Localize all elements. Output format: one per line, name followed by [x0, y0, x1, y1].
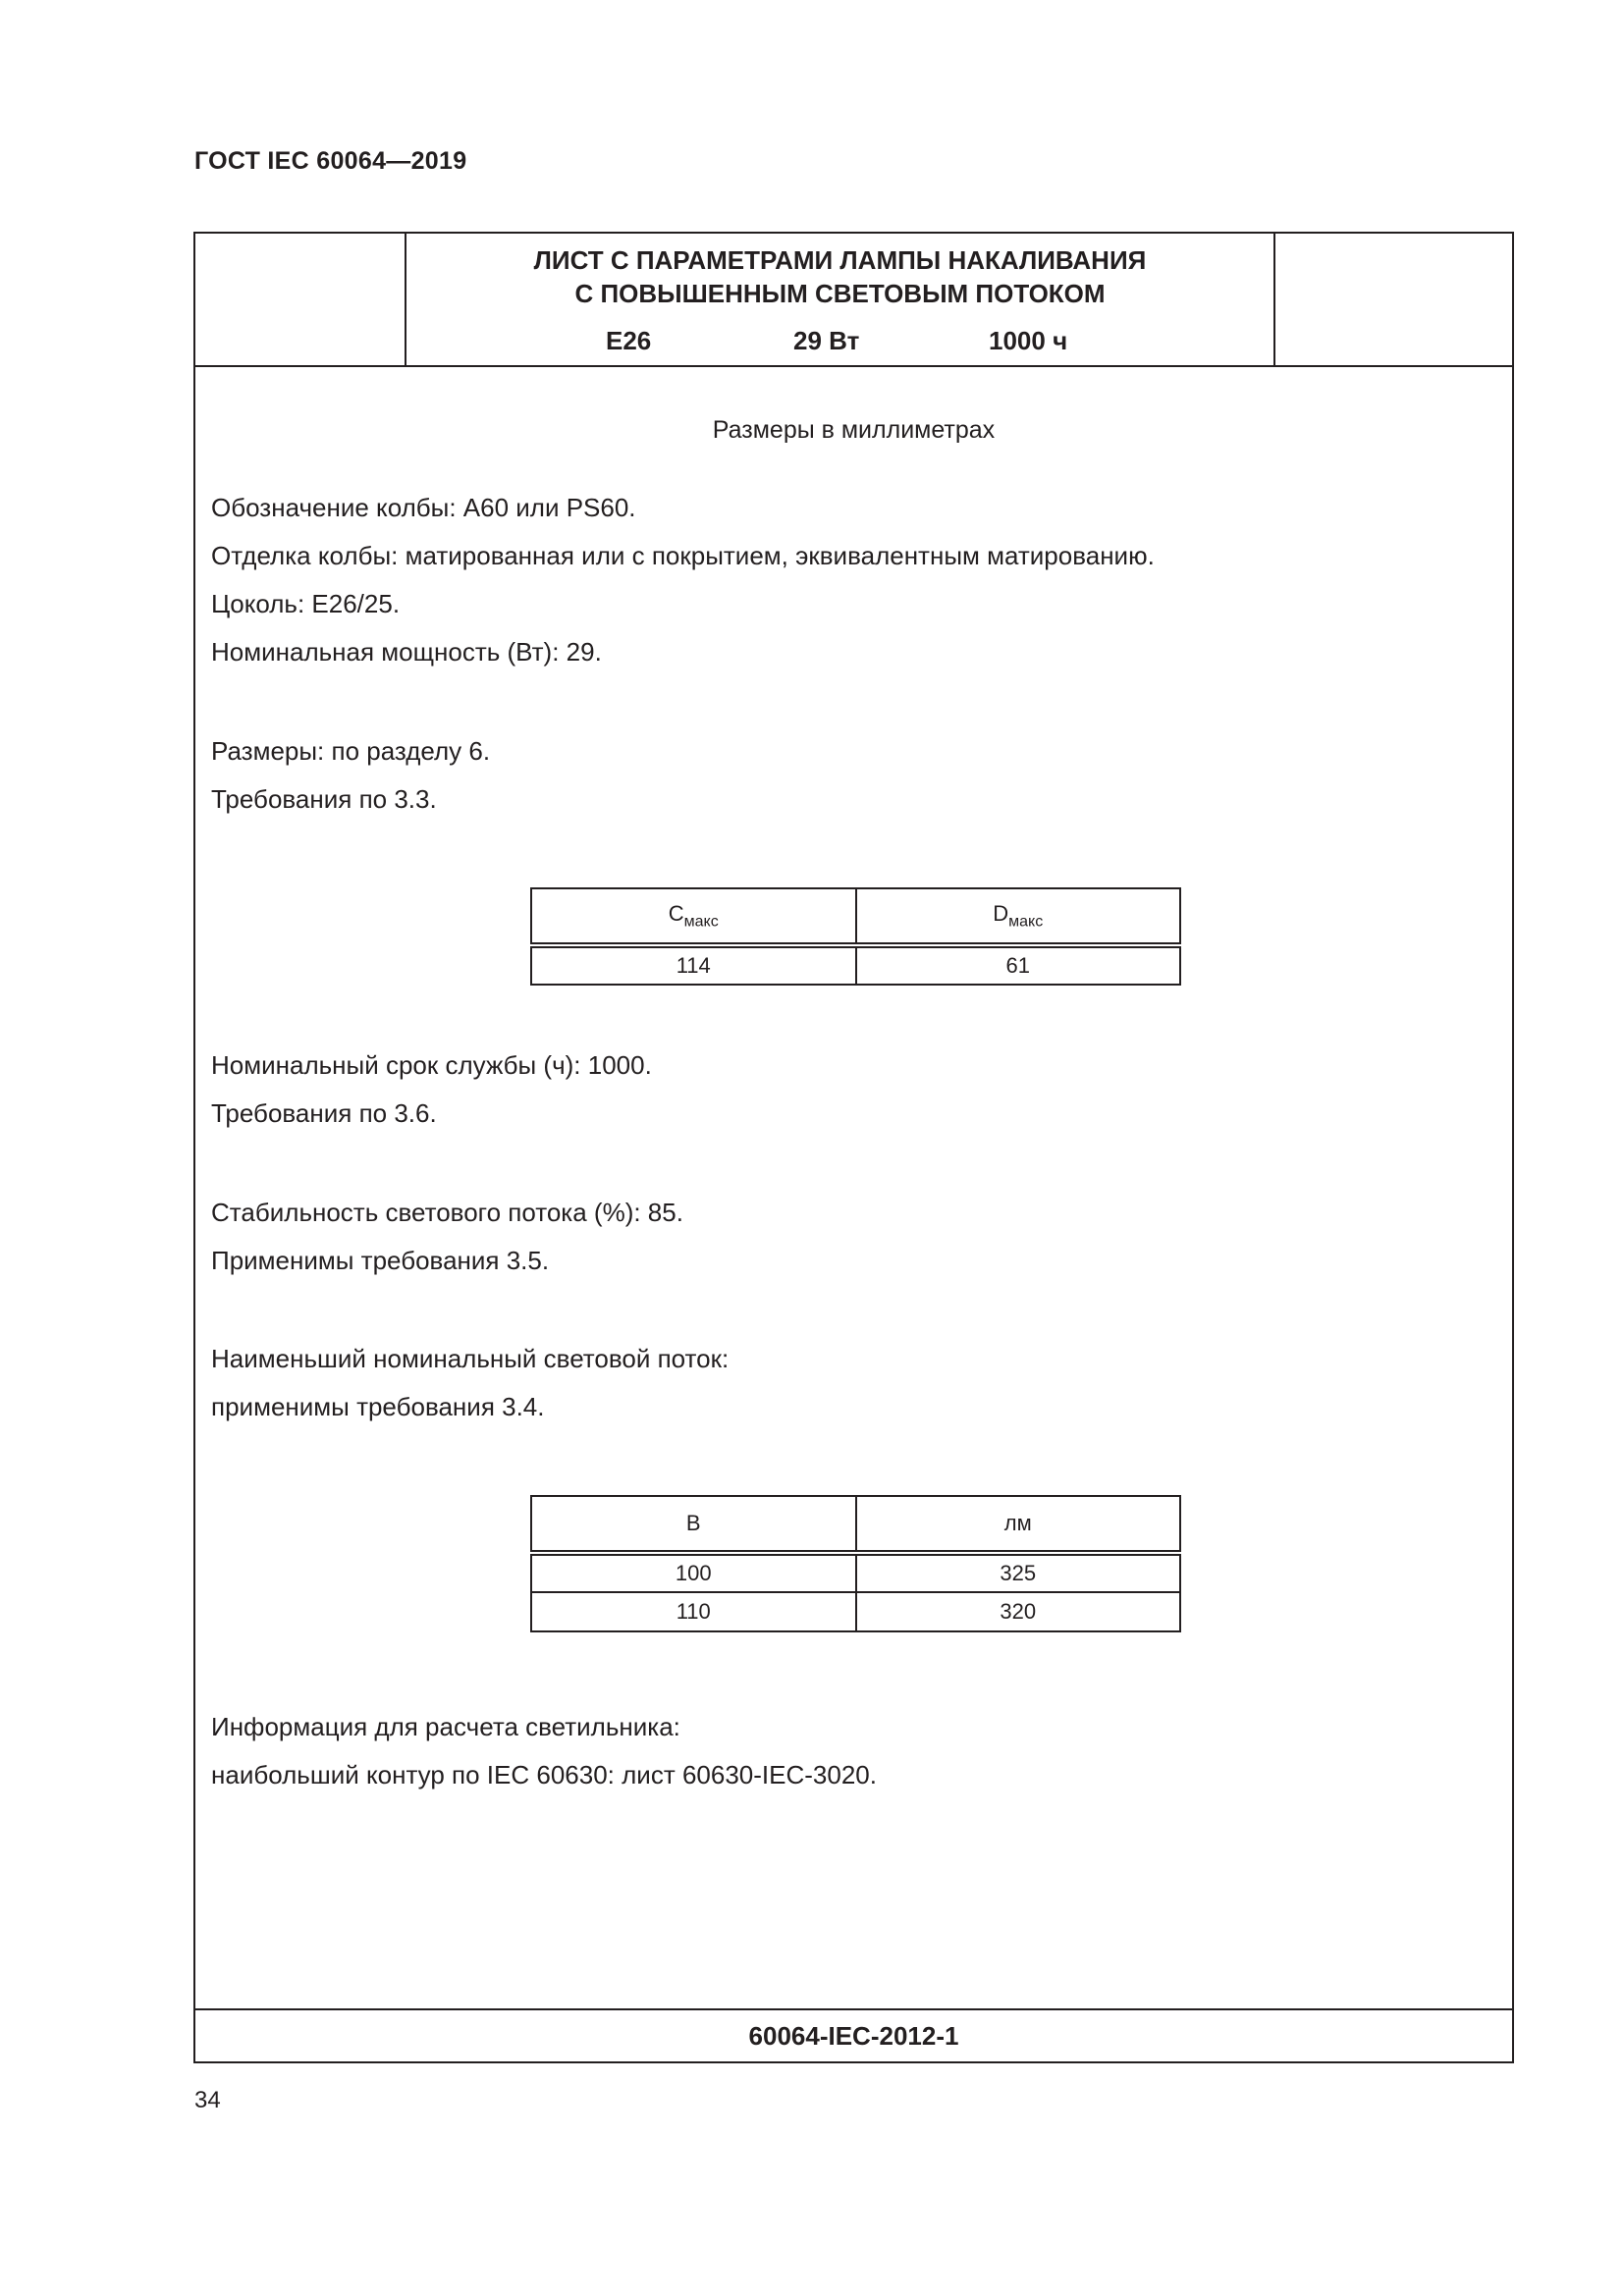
- lumen-maintenance: Стабильность светового потока (%): 85.: [211, 1198, 683, 1227]
- sheet-title-line-2: С ПОВЫШЕННЫМ СВЕТОВЫМ ПОТОКОМ: [574, 279, 1106, 308]
- table-row: [531, 945, 1180, 985]
- rated-life: Номинальный срок службы (ч): 1000.: [211, 1050, 652, 1080]
- bulb-finish: Отделка колбы: матированная или с покрытием, эквивалентным матированию.: [211, 541, 1155, 570]
- c-max-value: 114: [531, 945, 856, 985]
- table-header-row: [531, 1496, 1180, 1553]
- header-left-cell: [195, 234, 406, 365]
- sheet-title-line-1: ЛИСТ С ПАРАМЕТРАМИ ЛАМПЫ НАКАЛИВАНИЯ: [533, 245, 1147, 275]
- table-row: [531, 1592, 1180, 1631]
- col-lumens: лм: [856, 1496, 1181, 1553]
- max-contour: наибольший контур по IEC 60630: лист 60630-IEC-3020.: [211, 1760, 877, 1789]
- header-right-cell: [1273, 234, 1512, 365]
- sheet-header: [195, 234, 1512, 367]
- header-base: E26: [606, 326, 652, 355]
- d-max-value: 61: [856, 945, 1181, 985]
- rated-wattage: Номинальная мощность (Вт): 29.: [211, 637, 602, 667]
- sheet-title: [406, 243, 1273, 310]
- col-d-max: $D_{макс}$: [856, 888, 1181, 945]
- col-voltage: В: [531, 1496, 856, 1553]
- sheet-footer-code: 60064-IEC-2012-1: [195, 2008, 1512, 2061]
- cap-type: Цоколь: E26/25.: [211, 589, 401, 618]
- flux-table: [530, 1495, 1181, 1632]
- voltage-value: 100: [531, 1553, 856, 1592]
- requirements-3-5: Применимы требования 3.5.: [211, 1246, 550, 1275]
- table-header-row: [531, 888, 1180, 945]
- page-number: 34: [194, 2087, 221, 2113]
- bulb-designation: Обозначение колбы: A60 или PS60.: [211, 493, 636, 522]
- units-note: Размеры в миллиметрах: [712, 416, 996, 444]
- data-sheet-frame: [193, 232, 1514, 2063]
- dimensions-table: [530, 887, 1181, 986]
- col-c-max: $C_{макс}$: [531, 888, 856, 945]
- requirements-3-6: Требования по 3.6.: [211, 1098, 437, 1128]
- header-power: 29 Вт: [793, 326, 860, 355]
- requirements-3-4: применимы требования 3.4.: [211, 1392, 545, 1421]
- lumens-value: 325: [856, 1553, 1181, 1592]
- min-luminous-flux: Наименьший номинальный световой поток:: [211, 1344, 730, 1373]
- dimensions-ref: Размеры: по разделу 6.: [211, 736, 491, 766]
- table-row: [531, 1553, 1180, 1592]
- voltage-value: 110: [531, 1592, 856, 1631]
- luminaire-info: Информация для расчета светильника:: [211, 1712, 680, 1741]
- header-life: 1000 ч: [989, 326, 1068, 355]
- document-code: ГОСТ IEC 60064—2019: [194, 147, 467, 175]
- requirements-3-3: Требования по 3.3.: [211, 784, 437, 814]
- lumens-value: 320: [856, 1592, 1181, 1631]
